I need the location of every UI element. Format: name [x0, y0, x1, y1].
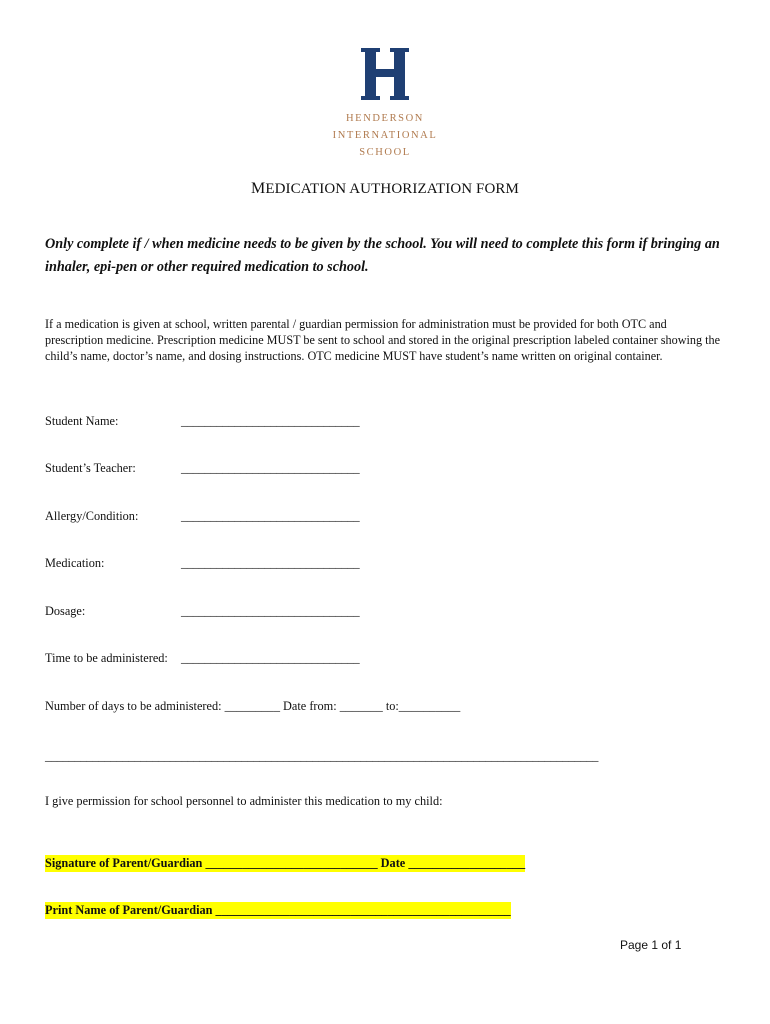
field-line-time[interactable]: ______________________________	[181, 651, 360, 665]
field-line-allergy[interactable]: ______________________________	[181, 509, 360, 523]
page-number: Page 1 of 1	[620, 938, 682, 952]
logo-line-2: INTERNATIONAL	[332, 130, 438, 141]
field-label-teacher: Student’s Teacher:	[45, 461, 136, 475]
field-label-allergy: Allergy/Condition:	[45, 509, 139, 523]
policy-paragraph: If a medication is given at school, written parental / guardian permission for administration must be provided for both OTC and prescription medicine. Prescription medicine MUST be sent to school and stored in the original prescription labeled container showing the child’s name, doctor’s name, and dosing instructions. OTC medicine MUST have student’s name written on original container.	[45, 317, 721, 363]
print-name-line[interactable]: Print Name of Parent/Guardian ________________________________________________	[45, 903, 511, 917]
logo-line-3: SCHOOL	[359, 147, 411, 158]
logo-line-1: HENDERSON	[346, 113, 424, 124]
form-title-rest: EDICATION AUTHORIZATION FORM	[265, 181, 519, 197]
field-line-medication[interactable]: ______________________________	[181, 556, 360, 570]
field-label-medication: Medication:	[45, 556, 105, 570]
school-h-logo-icon	[361, 48, 409, 100]
form-title	[0, 180, 770, 198]
permission-statement: I give permission for school personnel to administer this medication to my child:	[45, 794, 443, 808]
days-and-dates-line[interactable]: Number of days to be administered: _________ Date from: _______ to:__________	[45, 699, 461, 713]
lead-instructions: Only complete if / when medicine needs to be given by the school. You will need to complete this form if bringing an inhaler, epi-pen or other required medication to school.	[45, 236, 720, 275]
signature-line[interactable]: Signature of Parent/Guardian ____________________________ Date ___________________	[45, 856, 526, 870]
field-line-dosage[interactable]: ______________________________	[181, 604, 360, 618]
field-label-dosage: Dosage:	[45, 604, 86, 618]
separator-line: _____________________________________________________________________________________________	[45, 749, 599, 763]
form-title-initial: M	[251, 180, 266, 197]
field-line-student-name[interactable]: ______________________________	[181, 414, 360, 428]
field-label-student-name: Student Name:	[45, 414, 119, 428]
field-line-teacher[interactable]: ______________________________	[181, 461, 360, 475]
field-label-time: Time to be administered:	[45, 651, 168, 665]
